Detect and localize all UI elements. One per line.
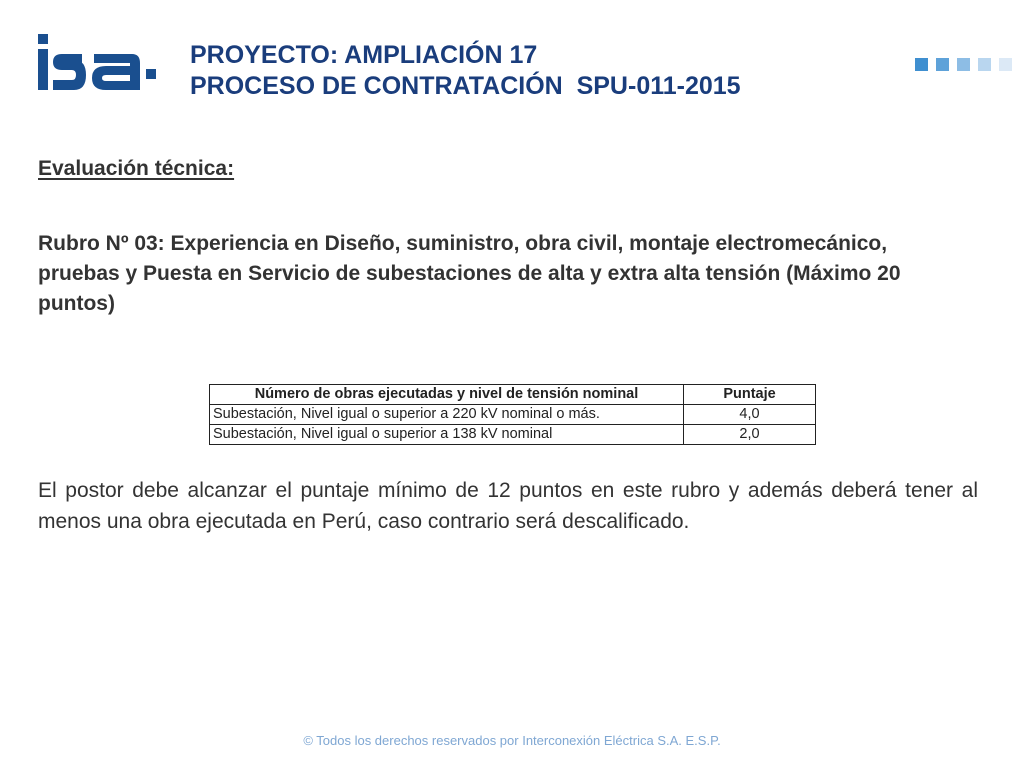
table-row	[210, 425, 816, 445]
decorative-squares	[915, 58, 1012, 71]
copyright-footer: © Todos los derechos reservados por Interconexión Eléctrica S.A. E.S.P.	[303, 733, 721, 748]
rubro-description: Rubro Nº 03: Experiencia en Diseño, suministro, obra civil, montaje electromecánico, pruebas y Puesta en Servicio de subestaciones de alta y extra alta tensión (Máximo 20 puntos)	[38, 232, 901, 315]
square-2	[936, 58, 949, 71]
conclusion-paragraph: El postor debe alcanzar el puntaje mínimo de 12 puntos en este rubro y además deberá tener al menos una obra ejecutada en Perú, caso contrario será descalificado.	[38, 479, 978, 533]
page-title: PROYECTO: AMPLIACIÓN 17 PROCESO DE CONTRATACIÓN SPU-011-2015	[190, 41, 741, 100]
square-3	[957, 58, 970, 71]
square-4	[978, 58, 991, 71]
column-header-puntaje: Puntaje	[684, 385, 816, 405]
table-row	[210, 405, 816, 425]
section-heading: Evaluación técnica:	[38, 157, 235, 180]
square-1	[915, 58, 928, 71]
square-5	[999, 58, 1012, 71]
column-header-obras: Número de obras ejecutadas y nivel de tensión nominal	[210, 385, 684, 405]
table-cell-score: 2,0	[684, 425, 816, 445]
isa-logo	[36, 32, 164, 94]
table-cell-description: Subestación, Nivel igual o superior a 220 kV nominal o más.	[210, 405, 684, 425]
table-cell-description: Subestación, Nivel igual o superior a 138 kV nominal	[210, 425, 684, 445]
table-header-row	[210, 385, 816, 405]
score-table	[209, 384, 816, 445]
table-cell-score: 4,0	[684, 405, 816, 425]
